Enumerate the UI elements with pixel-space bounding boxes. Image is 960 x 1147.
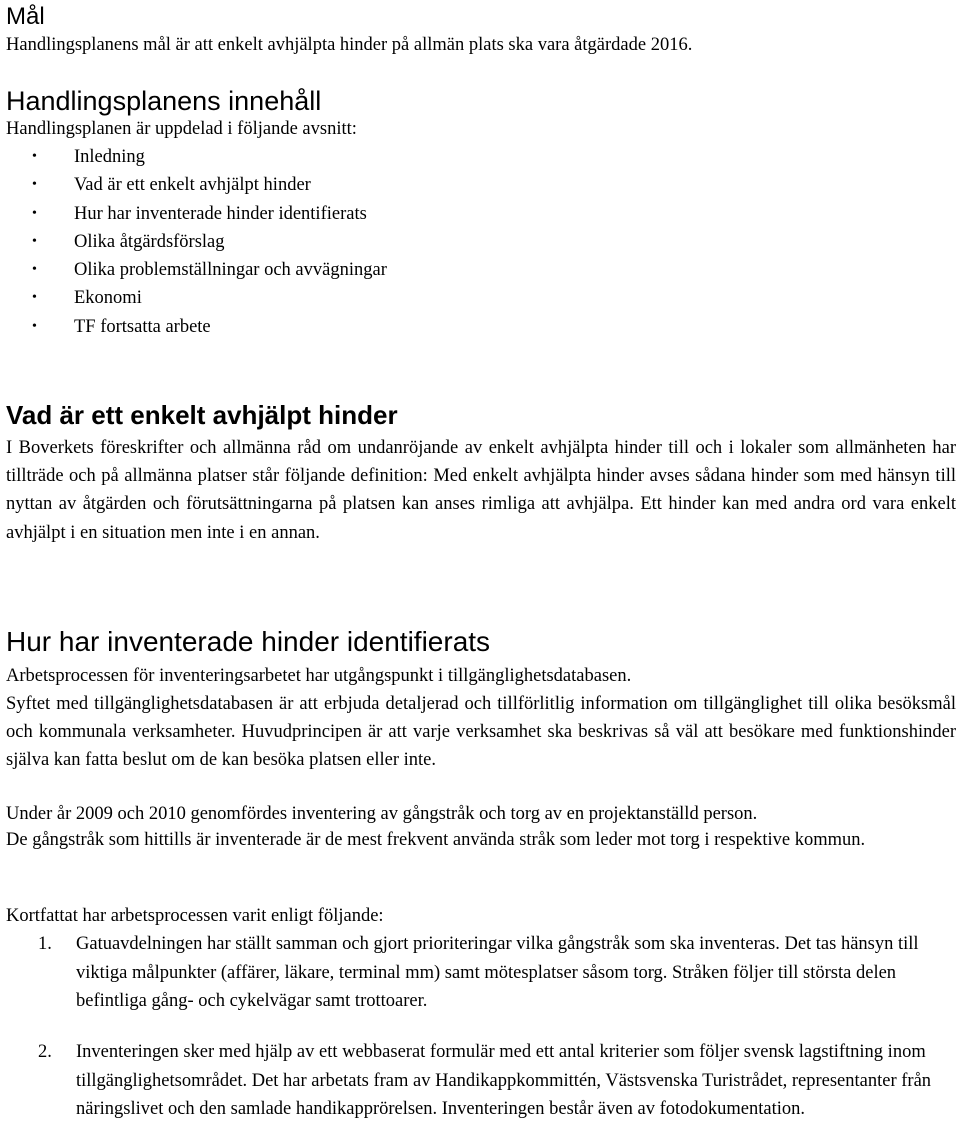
list-item: • Olika problemställningar och avvägningar [6,256,387,284]
step-number: 2. [38,1042,52,1062]
list-item: • Ekonomi [6,284,387,312]
innehall-list [6,143,387,341]
inventerade-p2: Syftet med tillgänglighetsdatabasen är att erbjuda detaljerad och tillförlitlig information om tillgänglighet till olika besöksmål och kommunala verksamheter. Huvudprincipen är att varje verksamhet ska beskrivas så väl att besökare med funktionshinder själva kan fatta beslut om de kan besöka platsen eller inte. [6,694,956,771]
list-item [6,930,956,1016]
heading-mal: Mål [6,3,45,30]
step-text: Gatuavdelningen har ställt samman och gjort prioriteringar vilka gångstråk som ska inventeras. Det tas hänsyn till viktiga målpunkter (affärer, läkare, terminal mm) samt mötesplatser såsom torg. Stråken följer till största delen befintliga gång- och cykelvägar samt trottoarer. [76,934,919,1011]
heading-enkelt: Vad är ett enkelt avhjälpt hinder [6,400,398,430]
list-item: • TF fortsatta arbete [6,313,387,341]
list-item: • Olika åtgärdsförslag [6,228,387,256]
list-item: • Hur har inventerade hinder identifierats [6,200,387,228]
mal-text: Handlingsplanens mål är att enkelt avhjälpta hinder på allmän plats ska vara åtgärdade 2016. [6,35,693,55]
heading-inventerade: Hur har inventerade hinder identifierats [6,626,491,657]
bullet-icon: • [32,177,37,193]
inventerade-p3: Under år 2009 och 2010 genomfördes inventering av gångstråk och torg av en projektanställd person. [6,804,758,824]
step-text: Inventeringen sker med hjälp av ett webbaserat formulär med ett antal kriterier som följer svensk lagstiftning inom tillgänglighetsområdet. Det har arbetats fram av Handikappkommittén, Västsvenska Turistrådet, representanter från näringslivet och den samlade handikapprörelsen. Inventeringen består även av fotodokumentation. [76,1042,932,1119]
enkelt-text: I Boverkets föreskrifter och allmänna råd om undanröjande av enkelt avhjälpta hinder till och i lokaler som allmänheten har tillträde och på allmänna platser står följande definition: Med enkelt avhjälpta hinder avses sådana hinder som med hänsyn till nyttan av åtgärden och förutsättningarna på platsen kan anses rimliga att avhjälpa. Ett hinder kan med andra ord vara enkelt avhjälpt i en situation men inte i en annan. [6,438,956,543]
bullet-icon: • [32,205,37,221]
bullet-icon: • [32,149,37,164]
inventerade-p1: Arbetsprocessen för inventeringsarbetet har utgångspunkt i tillgänglighetsdatabasen. [6,666,632,686]
list-item [6,1038,956,1124]
bullet-icon: • [32,318,37,334]
step-number: 1. [38,934,52,954]
heading-innehall: Handlingsplanens innehåll [6,86,322,116]
inventerade-p4: De gångstråk som hittills är inventerade är de mest frekvent använda stråk som leder mot torg i respektive kommun. [6,830,866,850]
inventerade-p5: Kortfattat har arbetsprocessen varit enligt följande: [6,906,384,926]
innehall-intro: Handlingsplanen är uppdelad i följande avsnitt: [6,119,357,139]
list-item: • Inledning [6,143,387,171]
bullet-icon: • [32,290,37,306]
bullet-icon: • [32,233,37,249]
bullet-icon: • [32,262,37,278]
list-item: • Vad är ett enkelt avhjälpt hinder [6,171,387,199]
